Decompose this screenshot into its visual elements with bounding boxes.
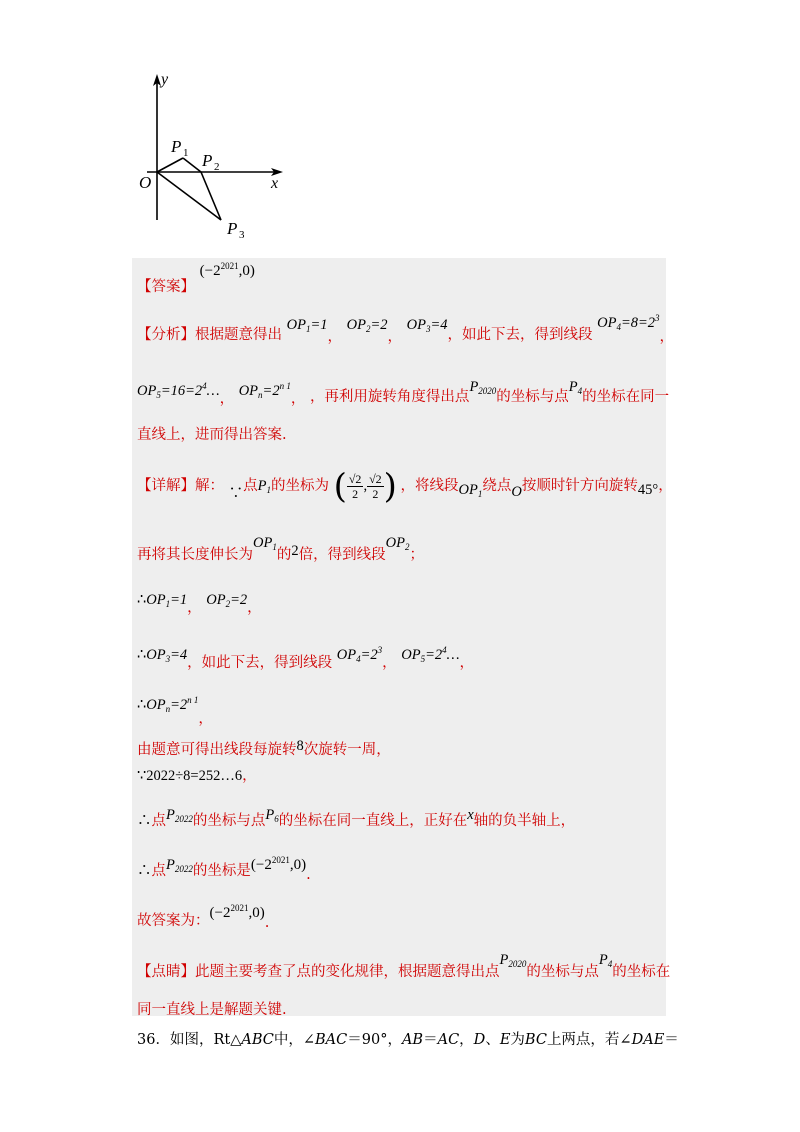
detail-l10-value: $(-2^{2021},0)$ xyxy=(209,903,265,921)
detail-l8-p6: $P_6$ xyxy=(265,807,279,824)
analysis-op5: $OP_5=16=2^4\dots$ xyxy=(137,381,220,400)
detail-line-4: $\therefore OP_3=4$，如此下去，得到线段 $OP_4=2^3$， $OP_5=2^4\dots$， xyxy=(137,645,475,671)
detail-l5-opn: $OP_n=2^{n 1}$ xyxy=(146,695,199,714)
analysis-p2020: $P_{2020}$ xyxy=(469,379,497,396)
p3-label: P xyxy=(227,219,238,238)
detail-l3-op2: $OP_2=2$ xyxy=(206,592,248,609)
detail-tag: 【详解】 xyxy=(137,477,195,494)
answer-value: $(-2^{2021},0)$ xyxy=(199,261,255,279)
detail-l3-op1: $OP_1=1$ xyxy=(146,592,188,609)
analysis-op1: $OP_1=1$ xyxy=(286,317,328,334)
p2-label: P xyxy=(202,151,213,170)
p2-sub: 2 xyxy=(214,161,220,173)
x-label: x xyxy=(271,175,279,192)
p3-sub: 3 xyxy=(239,229,245,241)
detail-line2-op1: $OP_1$ xyxy=(253,535,277,552)
detail-l8-p2022: $P_{2022}$ xyxy=(166,807,193,824)
detail-line-7: ∵2022÷8=252…6， xyxy=(137,768,257,784)
analysis-op2: $OP_2=2$ xyxy=(346,317,388,334)
detail-line-9: ∴点$P_{2022}$的坐标是$(-2^{2021},0)$. xyxy=(137,855,311,883)
analysis-op3: $OP_3=4$ xyxy=(406,317,448,334)
detail-line-3: $\therefore OP_1=1$， $OP_2=2$， xyxy=(137,592,262,616)
rotation-diagram xyxy=(135,70,295,245)
answer-line xyxy=(137,261,255,295)
detail-p1: $P_1$ xyxy=(257,477,271,495)
detail-op1: $OP_1$ xyxy=(458,481,483,499)
answer-tag: 【答案】 xyxy=(137,279,195,295)
comment-tag: 【点睛】 xyxy=(137,964,195,980)
analysis-line-3: 直线上，进而得出答案. xyxy=(137,427,287,443)
comment-line-1: 【点睛】此题主要考查了点的变化规律，根据题意得出点$P_{2020}$的坐标与点$P_4$的坐标在 xyxy=(137,952,671,980)
origin-label: O xyxy=(139,173,152,192)
p1-sub: 1 xyxy=(183,147,189,159)
analysis-line-1: 【分析】根据题意得出 $OP_1=1$， $OP_2=2$， $OP_3=4$，如此下去，得到线段 $OP_4=8=2^3$， xyxy=(137,313,675,345)
detail-line-6: 由题意可得出线段每旋转8次旋转一周， xyxy=(137,738,391,758)
coordinate-figure xyxy=(135,70,295,245)
analysis-op4: $OP_4=8=2^3$ xyxy=(597,313,660,332)
detail-line-2: 再将其长度伸长为$OP_1$的2倍，得到线段$OP_2$； xyxy=(137,535,424,563)
p1-label: P xyxy=(171,137,182,156)
detail-l9-p2022: $P_{2022}$ xyxy=(166,857,193,874)
detail-line-1: 【详解】解： ∵点$P_1$的坐标为 ( $\frac{√2}{2}$ , $\frac{√2}{2}$ ) ，将线段$OP_1$绕点O按顺时针方向旋转45°， xyxy=(137,466,673,507)
analysis-opn: $OP_n=2^{n 1}$ xyxy=(238,381,291,400)
segment-op1 xyxy=(157,158,183,172)
detail-line2-op2: $OP_2$ xyxy=(385,535,410,552)
analysis-tag: 【分析】 xyxy=(137,327,195,343)
detail-l4-op5: $OP_5=2^4\dots$ xyxy=(401,645,460,664)
detail-l4-op4: $OP_4=2^3$ xyxy=(336,645,383,664)
comment-p4: $P_4$ xyxy=(598,952,613,969)
detail-line-10: 故答案为：$(-2^{2021},0)$. xyxy=(137,903,270,931)
detail-coordinate: ( $\frac{√2}{2}$ , $\frac{√2}{2}$ ) xyxy=(333,466,397,507)
detail-x-axis-ref: x xyxy=(467,807,474,823)
question-36: 36．如图，Rt△ABC中，∠BAC＝90°，AB＝AC，D、E为BC上两点，若∠DAE＝ xyxy=(137,1032,679,1048)
detail-point-o: O xyxy=(511,483,522,500)
detail-l4-op3: $OP_3=4$ xyxy=(146,647,188,664)
segment-p1p2 xyxy=(183,158,201,172)
analysis-line-2: $OP_5=16=2^4\dots$， $OP_n=2^{n 1}$， ，再利用旋转角度得出点$P_{2020}$的坐标与点$P_4$的坐标在同一 xyxy=(137,379,670,407)
comment-p2020: $P_{2020}$ xyxy=(499,952,527,969)
analysis-p4: $P_4$ xyxy=(568,379,583,396)
comment-line-2: 同一直线上是解题关键. xyxy=(137,1002,287,1018)
y-label: y xyxy=(161,71,169,88)
analysis-text: 根据题意得出 xyxy=(195,327,282,343)
detail-l9-value: $(-2^{2021},0)$ xyxy=(250,855,307,873)
detail-line-8: ∴点$P_{2022}$的坐标与点$P_6$的坐标在同一直线上，正好在x轴的负半轴上， xyxy=(137,807,576,829)
detail-line-5: $\therefore OP_n=2^{n 1}$， xyxy=(137,695,213,727)
